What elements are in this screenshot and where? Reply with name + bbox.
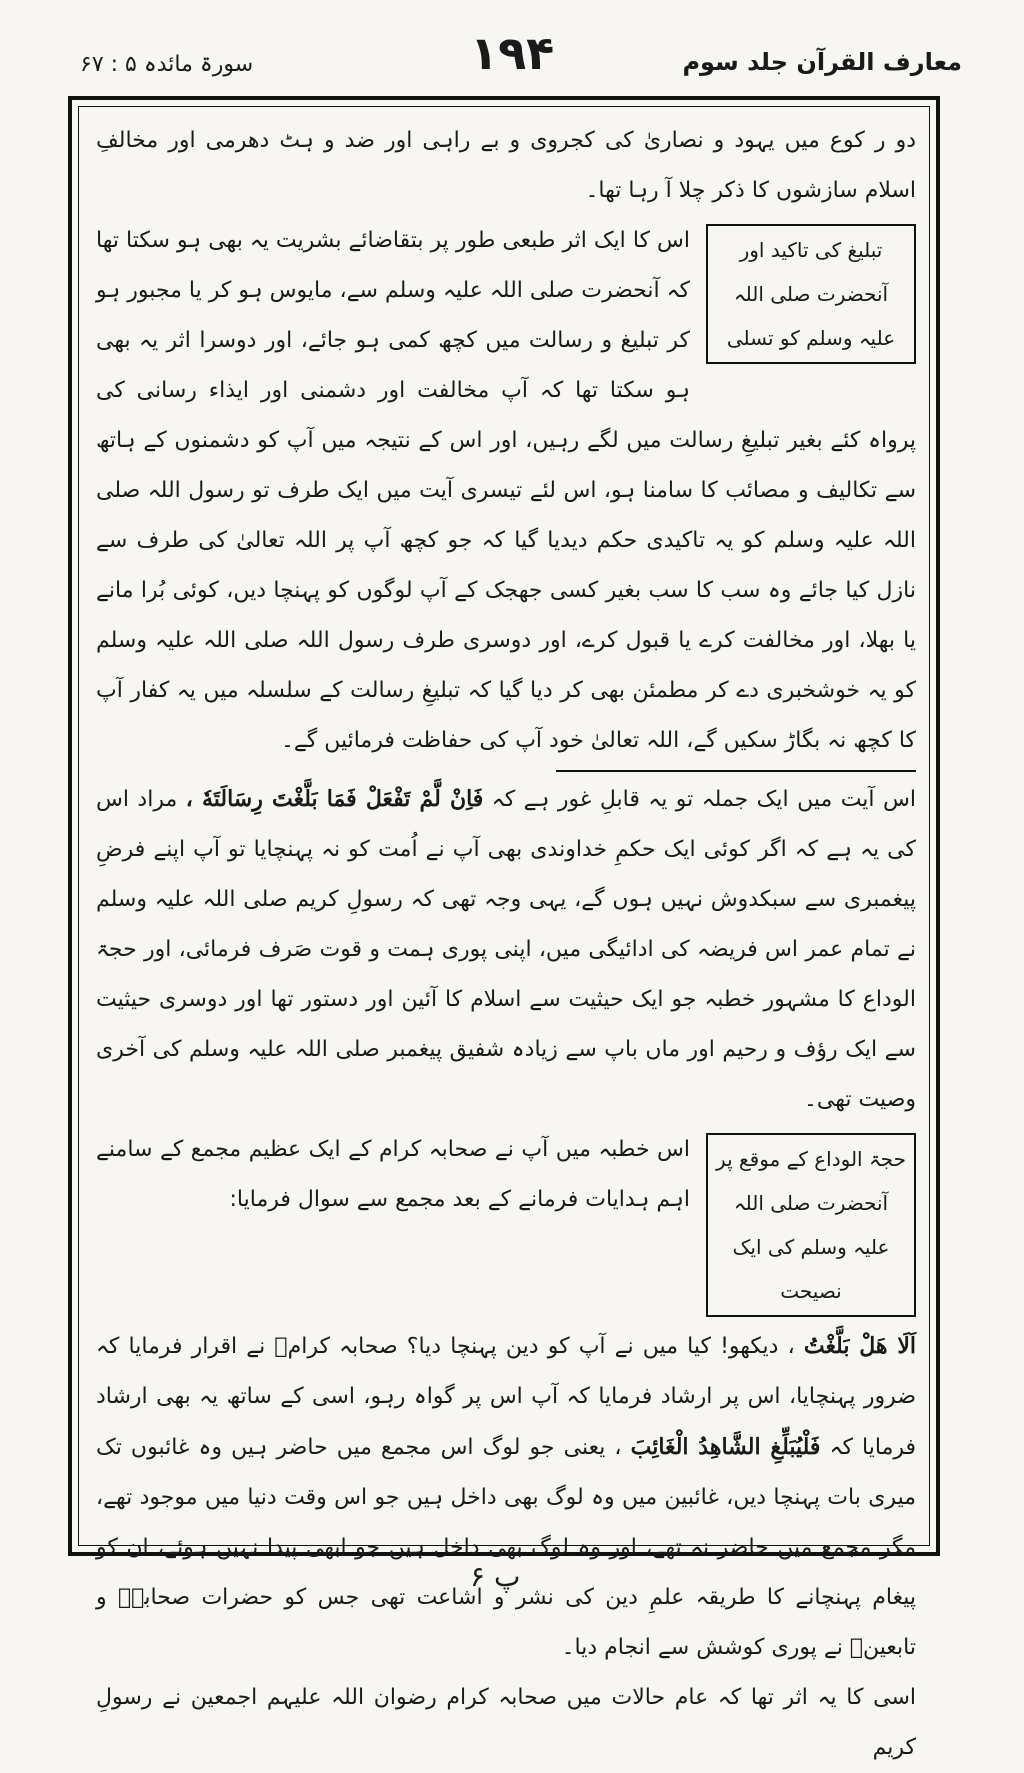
paragraph-intro: دو ر کوع میں یہود و نصاریٰ کی کجروی و بے راہی اور ضد و ہٹ دھرمی اور مخالفِ اسلام سازشوں کا ذکر چلا آ رہا تھا۔	[96, 128, 916, 203]
arabic-quote-shahid: فَلْيُبَلِّغِ الشَّاهِدُ الْغَائِبَ	[630, 1434, 821, 1460]
page-header	[0, 18, 1024, 88]
signature-mark: ۶ پ	[470, 1560, 521, 1593]
ayat-explanation-text: مراد اس کی یہ ہے کہ اگر کوئی ایک حکمِ خداوندی بھی آپ نے اُمت کو نہ پہنچایا تو آپ اپنے فرضِ پیغمبری سے سبکدوش نہیں ہوں گے، یہی وجہ تھی کہ رسولِ کریم صلی اللہ علیہ وسلم نے تمام عمر اس فریضہ کی ادائیگی میں، اپنی پوری ہمت و قوت صَرف فرمائی، اور حجۃ الوداع کا مشہور خطبہ جو ایک حیثیت سے اسلام کا آئین اور دستور تھا اور دوسری حیثیت سے ایک رؤف و رحیم اور ماں باپ سے زیادہ شفیق پیغمبر صلی اللہ علیہ وسلم کی آخری وصیت تھی۔	[96, 787, 916, 1112]
khutba-text-end: ، یعنی جو لوگ اس مجمع میں حاضر ہیں وہ غائبوں تک میری بات پہنچا دیں، غائبین میں وہ لوگ بھی داخل ہیں جو اس وقت دنیا میں موجود تھے، مگر مجمع میں حاضر نہ تھے، اور وہ لوگ بھی داخل ہیں جو ابھی پیدا نہیں ہوئے، ان کو پیغام پہنچانے کا طریقہ علمِ دین کی نشر و اشاعت تھی جس کو حضرات صحابہؓ و تابعینؒ نے پوری کوشش سے انجام دیا۔	[96, 1435, 916, 1660]
paragraph-tabligh: اس کا ایک اثر طبعی طور پر بتقاضائے بشریت یہ بھی ہو سکتا تھا کہ آنحضرت صلی اللہ علیہ وسلم سے، مایوس ہو کر یا مجبور ہو کر تبلیغ و رسالت میں کچھ کمی ہو جائے، اور دوسرا اثر یہ بھی ہو سکتا تھا کہ آپ مخالفت اور دشمنی اور ایذاء رسانی کی پرواہ کئے بغیر تبلیغِ رسالت میں لگے رہیں، اور اس کے نتیجہ میں آپ کو دشمنوں کے ہاتھ سے تکالیف و مصائب کا سامنا ہو، اس لئے تیسری آیت میں ایک طرف تو رسول اللہ صلی اللہ علیہ وسلم کو یہ تاکیدی حکم دیدیا گیا کہ جو کچھ آپ پر اللہ تعالیٰ کی طرف سے نازل کیا جائے وہ سب کا سب بغیر کسی جھجک کے آپ لوگوں کو پہنچا دیں، کوئی بُرا مانے یا بھلا، اور مخالفت کرے یا قبول کرے، اور دوسری طرف رسول اللہ صلی اللہ علیہ وسلم کو یہ خوشخبری دے کر مطمئن بھی کر دیا گیا کہ تبلیغِ رسالت کے سلسلہ میں یہ کفار آپ کا کچھ نہ بگاڑ سکیں گے، اللہ تعالیٰ خود آپ کی حفاظت فرمائیں گے۔	[96, 228, 916, 753]
divider-rule	[556, 770, 916, 772]
page-number: ۱۹۴	[470, 26, 555, 80]
ayat-lead-text: اس آیت میں ایک جملہ تو یہ قابلِ غور ہے کہ	[491, 787, 916, 812]
paragraph-ala-hal-ballaght	[96, 1321, 916, 1673]
surah-reference: سورۃ مائدہ ۵ : ۶۷	[80, 52, 254, 77]
arabic-quote-ayat: فَاِنْ لَّمْ تَفْعَلْ فَمَا بَلَّغْتَ رِسَالَتَهٗ ،	[185, 786, 484, 812]
paragraph-khutba: اس خطبہ میں آپ نے صحابہ کرام کے ایک عظیم مجمع کے سامنے اہم ہدایات فرمانے کے بعد مجمع سے سوال فرمایا:	[96, 1137, 690, 1212]
paragraph-ayat	[96, 774, 916, 1125]
paragraph-closing: اسی کا یہ اثر تھا کہ عام حالات میں صحابہ کرام رضوان اللہ علیہم اجمعین نے رسولِ کریم	[96, 1685, 916, 1760]
arabic-quote-ala-hal: اَلَا هَلْ بَلَّغْتُ	[803, 1333, 916, 1359]
side-heading-hajjatul-wida: حجۃ الوداع کے موقع پر آنحضرت صلی اللہ علیہ وسلم کی ایک نصیحت	[706, 1133, 916, 1317]
book-title: معارف القرآن جلد سوم	[682, 48, 962, 76]
side-heading-tabligh: تبلیغ کی تاکید اور آنحضرت صلی اللہ علیہ وسلم کو تسلی	[706, 224, 916, 364]
khutba-text: ، دیکھو! کیا میں نے آپ کو دین پہنچا دیا؟ صحابہ کرامؓ نے اقرار فرمایا کہ ضرور پہنچایا، اس پر ارشاد فرمایا کہ آپ اس پر گواہ رہو، اسی کے ساتھ یہ بھی ارشاد فرمایا کہ	[96, 1334, 917, 1460]
